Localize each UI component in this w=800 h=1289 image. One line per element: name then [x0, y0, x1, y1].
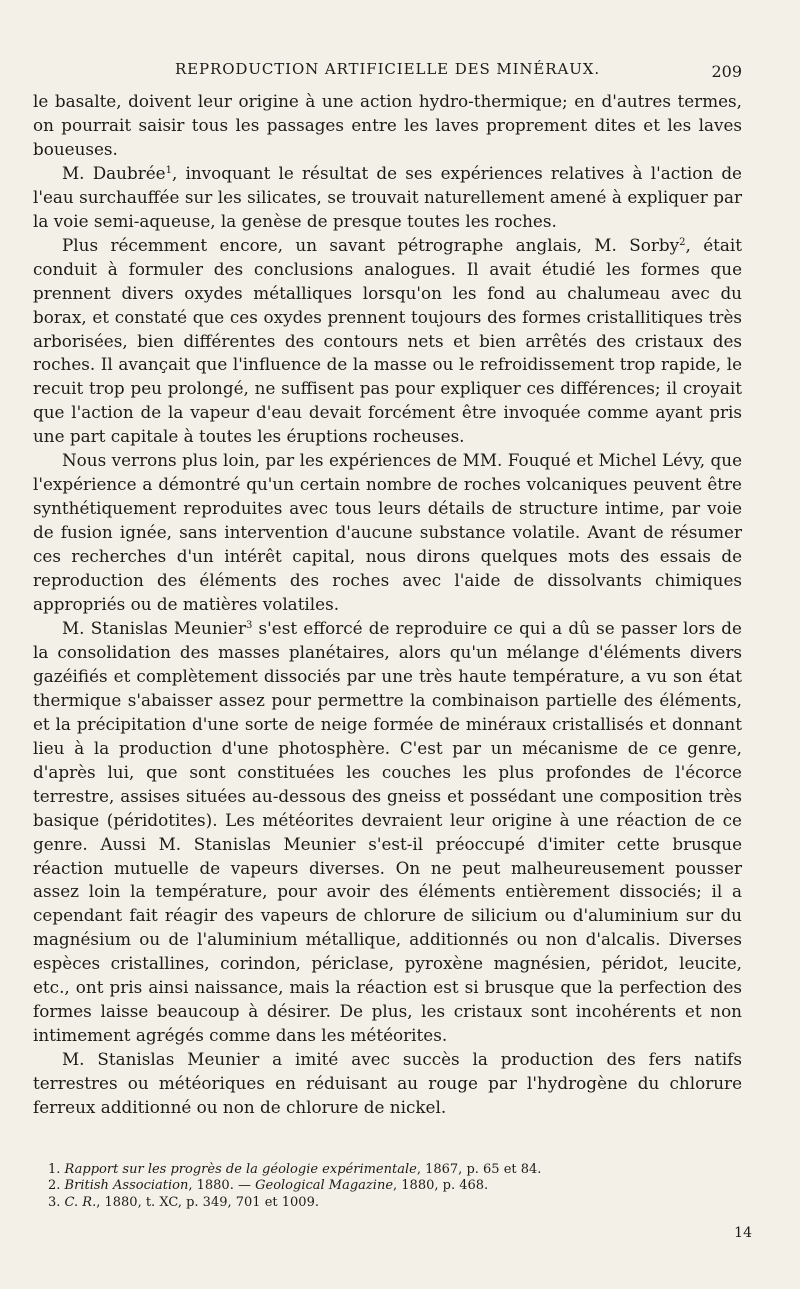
footnote-number: 1. [48, 1161, 61, 1177]
footnote-text: , 1880. — [188, 1178, 256, 1194]
footnote-number: 2. [48, 1178, 61, 1194]
running-title: REPRODUCTION ARTIFICIELLE DES MINÉRAUX. [174, 60, 600, 78]
paragraph-text: Plus récemment encore, un savant pétrographe anglais, M. Sorby [62, 234, 680, 255]
footnote-title: Rapport sur les progrès de la géologie expérimentale [64, 1161, 417, 1177]
footnote-reference: 3 [245, 619, 253, 631]
footnote-text: , 1880, p. 468. [393, 1178, 489, 1194]
page-number: 209 [711, 62, 742, 81]
page-header [33, 56, 742, 84]
footnote-title: British Association [64, 1178, 189, 1194]
footnote-number: 3. [48, 1194, 61, 1210]
main-text [33, 90, 742, 1120]
footnote-text: , 1880, t. XC, p. 349, 701 et 1009. [96, 1194, 319, 1210]
paragraph-text: M. Daubrée [62, 162, 166, 183]
footnote-title: Geological Magazine [255, 1178, 394, 1194]
paragraph-text: s'est efforcé de reproduire ce qui a dû se passer lors de la consolidation des masses planétaires, alors qu'un mélange d'éléments divers gazéifiés et complètement dissociés par une très haute température, a vu son état thermique s'abaisser assez pour permettre la combinaison partielle des éléments, et la précipitation d'une sorte de neige formée de minéraux cristallisés et donnant lieu à la production d'une photosphère. C'est par un mécanisme de ce genre, d'après lui, que sont constituées les couches les plus profondes de l'écorce terrestre, assises situées au-dessous des gneiss et possédant une composition très basique (péridotites). Les météorites devraient leur origine à une réaction de ce genre. Aussi M. Stanislas Meunier s'est-il préoccupé d'imiter cette brusque réaction mutuelle de vapeurs diverses. On ne peut malheureusement pousser assez loin la température, pour avoir des éléments entièrement dissociés; il a cependant fait réagir des vapeurs de chlorure de silicium ou d'aluminium sur du magnésium ou de l'aluminium métallique, additionnés ou non d'alcalis. Diverses espèces cristallines, corindon, périclase, pyroxène magnésien, péridot, leucite, etc., ont pris ainsi naissance, mais la réaction est si brusque que la perfection des formes laisse beaucoup à désirer. De plus, les cristaux sont incohérents et non intimement agrégés comme dans les météorites. [33, 617, 742, 1046]
paragraph: M. Stanislas Meunier a imité avec succès la production des fers natifs terrestres ou météoriques en réduisant au rouge par l'hydrogène du chlorure ferreux additionné ou non de chlorure de nickel. [33, 1049, 742, 1118]
footnote-title: C. R. [64, 1194, 97, 1210]
paragraph [33, 617, 742, 1048]
paragraph [33, 234, 742, 450]
paragraph: le basalte, doivent leur origine à une action hydro-thermique; en d'autres termes, on pourrait saisir tous les passages entre les laves proprement dites et les laves boueuses. [33, 91, 742, 159]
footnote [48, 1178, 742, 1194]
paragraph: Nous verrons plus loin, par les expériences de MM. Fouqué et Michel Lévy, que l'expérience a démontré qu'un certain nombre de roches volcaniques peuvent être synthétiquement reproduites avec tous leurs détails de structure intime, par voie de fusion ignée, sans intervention d'aucune substance volatile. Avant de résumer ces recherches d'un intérêt capital, nous dirons quelques mots des essais de reproduction des éléments des roches avec l'aide de dissolvants chimiques appropriés ou de matières volatiles. [33, 450, 742, 615]
paragraph-text: , était conduit à formuler des conclusions analogues. Il avait étudié les formes que prennent divers oxydes métalliques lorsqu'on les fond au chalumeau avec du borax, et constaté que ces oxydes prennent toujours des formes cristallitiques très arborisées, bien différentes des contours nets et bien arrêtés des cristaux des roches. Il avançait que l'influence de la masse ou le refroidissement trop rapide, le recuit trop peu prolongé, ne suffisent pas pour expliquer ces différences; il croyait que l'action de la vapeur d'eau devait forcément être invoquée comme ayant pris une part capitale à toutes les éruptions rocheuses. [33, 234, 742, 447]
signature-mark: 14 [734, 1225, 752, 1241]
paragraph [33, 162, 742, 234]
footnotes [33, 1162, 742, 1211]
footnote-reference: 1 [165, 164, 172, 176]
footnote-reference: 2 [679, 236, 686, 248]
footnote [48, 1162, 742, 1178]
paragraph-text: , invoquant le résultat de ses expériences relatives à l'action de l'eau surchauffée sur les silicates, se trouvait naturellement amené à expliquer par la voie semi-aqueuse, la genèse de presque toutes les roches. [33, 162, 742, 231]
footnote-text: , 1867, p. 65 et 84. [416, 1161, 542, 1177]
paragraph-text: M. Stanislas Meunier [62, 617, 246, 638]
footnote [48, 1195, 742, 1211]
